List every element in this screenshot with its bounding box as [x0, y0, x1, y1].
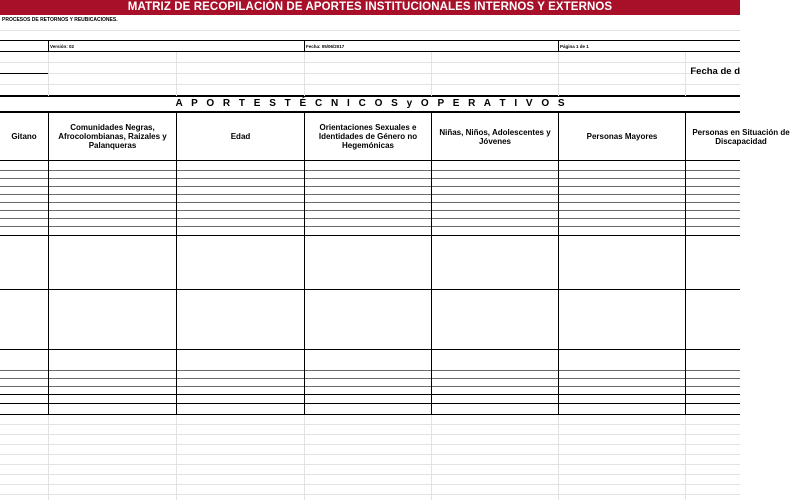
- date-field-label: Fecha de d: [690, 66, 740, 77]
- column-header-comunidades-negras[interactable]: Comunidades Negras, Afrocolombianas, Raizales y Palanqueras: [58, 123, 167, 150]
- column-border: [685, 112, 686, 415]
- border-line: [0, 40, 740, 41]
- row-line: [0, 378, 740, 379]
- column-header-ninos[interactable]: Niñas, Niños, Adolescentes y Jóvenes: [439, 127, 551, 146]
- grid-line: [0, 484, 740, 485]
- grid-line: [0, 444, 740, 445]
- version-label: Versión: 02: [50, 44, 75, 49]
- grid-column: [304, 52, 305, 96]
- process-subtitle: PROCESOS DE RETORNOS Y REUBICACIONES.: [2, 17, 118, 23]
- row-line: [0, 170, 740, 171]
- row-line: [0, 226, 740, 227]
- row-line: [0, 370, 740, 371]
- grid-column: [685, 52, 686, 96]
- column-border: [304, 40, 305, 52]
- border-line: [0, 289, 740, 290]
- grid-column: [431, 415, 432, 500]
- grid-line: [0, 464, 740, 465]
- column-header-gitano[interactable]: Gitano: [11, 132, 37, 141]
- grid-column: [685, 415, 686, 500]
- border-line: [0, 403, 740, 404]
- border-line: [0, 394, 740, 395]
- border-line: [0, 414, 740, 415]
- grid-line: [0, 30, 740, 31]
- row-line: [0, 386, 740, 387]
- row-line: [0, 210, 740, 211]
- border-line: [0, 235, 740, 236]
- row-line: [0, 186, 740, 187]
- grid-line: [0, 84, 740, 85]
- grid-line: [0, 434, 740, 435]
- column-header-personas-mayores[interactable]: Personas Mayores: [586, 132, 658, 141]
- row-line: [0, 178, 740, 179]
- border-line: [0, 349, 740, 350]
- grid-column: [558, 52, 559, 96]
- column-header-edad[interactable]: Edad: [230, 132, 251, 141]
- border-line: [0, 51, 740, 52]
- border-line: [0, 73, 48, 74]
- grid-column: [304, 415, 305, 500]
- page-label: Página 1 de 1: [560, 44, 589, 49]
- row-line: [0, 194, 740, 195]
- column-border: [558, 112, 559, 415]
- grid-column: [48, 52, 49, 96]
- column-header-discapacidad[interactable]: Personas en Situación de Discapacidad: [692, 127, 790, 146]
- grid-column: [558, 415, 559, 500]
- grid-line: [0, 62, 740, 63]
- column-border: [48, 40, 49, 52]
- row-line: [0, 202, 740, 203]
- grid-column: [176, 52, 177, 96]
- grid-column: [176, 415, 177, 500]
- grid-line: [0, 494, 740, 495]
- grid-line: [0, 474, 740, 475]
- column-header-orientaciones[interactable]: Orientaciones Sexuales e Identidades de Género no Hegemónicas: [318, 123, 418, 150]
- border-line: [0, 160, 740, 161]
- column-border: [558, 40, 559, 52]
- grid-line: [0, 73, 740, 74]
- sheet-title-banner: MATRIZ DE RECOPILACIÓN DE APORTES INSTITUCIONALES INTERNOS Y EXTERNOS: [0, 0, 740, 15]
- date-label: Fecha: 05/06/2017: [306, 44, 345, 49]
- grid-column: [431, 52, 432, 96]
- row-line: [0, 218, 740, 219]
- column-border: [176, 112, 177, 415]
- grid-line: [0, 424, 740, 425]
- column-border: [48, 112, 49, 415]
- column-border: [431, 112, 432, 415]
- column-border: [304, 112, 305, 415]
- section-title: A P O R T E S T É C N I C O S y O P E R A T I V O S: [175, 98, 565, 109]
- grid-column: [48, 415, 49, 500]
- grid-line: [0, 454, 740, 455]
